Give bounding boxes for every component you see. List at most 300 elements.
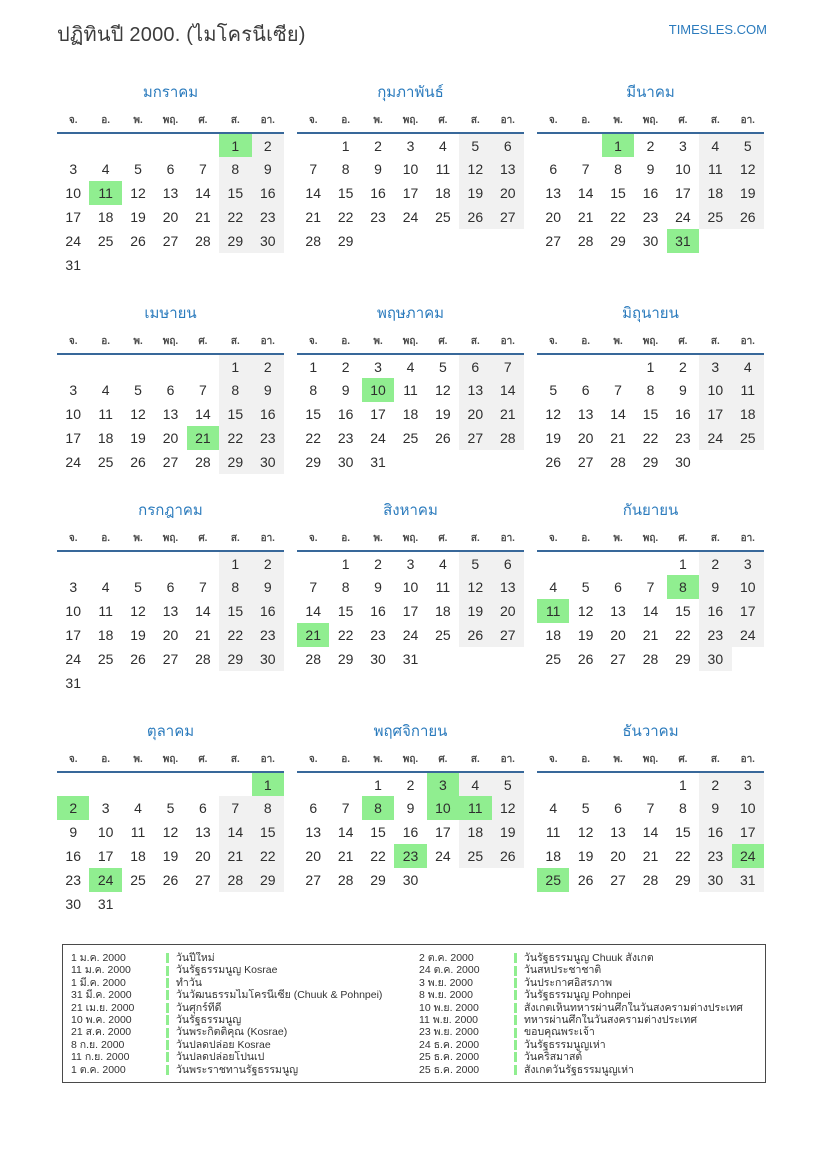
day-cell: 10 (65, 603, 81, 619)
weekday-header: อ. (101, 754, 111, 765)
day-cell: 6 (459, 354, 491, 378)
day-cell: 20 (545, 209, 561, 225)
month-block-6 (537, 301, 764, 474)
empty-cell (394, 229, 426, 253)
day-cell: 25 (459, 844, 491, 868)
day-cell: 12 (130, 406, 146, 422)
month-title: มกราคม (142, 84, 199, 101)
weekday-header: ส. (230, 533, 240, 544)
day-cell: 8 (309, 382, 318, 398)
empty-cell (89, 772, 121, 796)
legend-row (419, 964, 759, 976)
legend-date: 23 พ.ย. 2000 (419, 1026, 479, 1039)
day-cell: 12 (492, 796, 524, 820)
day-cell: 1 (219, 551, 251, 575)
weekday-header: ส. (710, 115, 720, 126)
day-cell: 7 (219, 796, 251, 820)
day-cell: 10 (732, 796, 764, 820)
weekday-header: พ. (133, 754, 143, 765)
day-cell: 10 (427, 796, 459, 820)
legend-label: วันปลดปล่อยโปนเป (176, 1051, 265, 1064)
day-cell: 26 (492, 844, 524, 868)
day-cell: 21 (305, 209, 321, 225)
day-cell: 7 (199, 161, 207, 177)
day-cell: 18 (130, 848, 146, 864)
day-cell: 13 (459, 378, 491, 402)
weekday-header: อ. (101, 115, 111, 126)
day-cell: 2 (252, 133, 284, 157)
legend-label: วันรัฐธรรมนูญ (176, 1014, 242, 1027)
empty-cell (57, 133, 89, 157)
legend-label: วันปลดปล่อย Kosrae (176, 1038, 271, 1051)
day-cell: 14 (195, 603, 211, 619)
holiday-marker-icon (166, 1065, 169, 1075)
day-cell: 19 (459, 599, 491, 623)
weekday-header: ศ. (678, 754, 688, 765)
empty-cell (187, 671, 219, 695)
day-cell: 6 (581, 382, 590, 398)
legend-label: ทำวัน (176, 976, 202, 989)
empty-cell (459, 868, 491, 892)
day-cell: 11 (435, 161, 451, 177)
day-cell: 30 (402, 872, 419, 888)
months-grid (57, 80, 767, 916)
day-cell: 30 (337, 454, 354, 470)
weekday-header: พ. (133, 336, 143, 347)
day-cell: 29 (642, 454, 659, 470)
day-cell: 24 (370, 430, 386, 446)
day-cell: 15 (610, 185, 626, 201)
day-cell: 27 (195, 872, 211, 888)
day-cell: 29 (337, 233, 354, 249)
day-cell: 23 (252, 205, 284, 229)
legend-label: สังเกตเห็นทหารผ่านศึกในวันสงครามต่างประเทศ (524, 1001, 743, 1014)
day-cell: 18 (459, 820, 491, 844)
day-cell: 31 (402, 651, 419, 667)
weekday-header: พฤ. (162, 754, 179, 765)
day-cell: 9 (252, 575, 284, 599)
weekday-header: อา. (260, 533, 275, 544)
month-block-10 (57, 719, 284, 916)
weekday-header: ศ. (678, 533, 688, 544)
day-cell: 27 (459, 426, 491, 450)
day-cell: 11 (130, 824, 146, 840)
day-cell: 1 (602, 133, 634, 157)
legend-label: วันรัฐธรรมนูญ Kosrae (176, 964, 278, 977)
day-cell: 21 (492, 402, 524, 426)
day-cell: 16 (337, 406, 354, 422)
weekday-header: จ. (68, 336, 78, 347)
legend-row (419, 977, 759, 989)
day-cell: 19 (435, 406, 451, 422)
legend-row (419, 1002, 759, 1014)
empty-cell (154, 253, 186, 277)
legend-date: 31 มี.ค. 2000 (71, 989, 132, 1002)
month-block-9 (537, 498, 764, 671)
day-cell: 14 (610, 406, 626, 422)
day-cell: 8 (341, 161, 350, 177)
legend-row (419, 1014, 759, 1026)
day-cell: 11 (732, 378, 764, 402)
day-cell: 5 (732, 133, 764, 157)
day-cell: 29 (305, 454, 321, 470)
day-cell: 25 (97, 454, 114, 470)
day-cell: 10 (65, 185, 81, 201)
weekday-header: อา. (500, 115, 515, 126)
empty-cell (89, 671, 121, 695)
legend-date: 3 พ.ย. 2000 (419, 976, 473, 989)
day-cell: 8 (646, 382, 655, 398)
day-cell: 2 (646, 137, 655, 154)
empty-cell (252, 892, 284, 916)
weekday-header: ศ. (438, 336, 448, 347)
day-cell: 3 (732, 772, 764, 796)
day-cell: 21 (297, 623, 329, 647)
day-cell: 23 (337, 430, 354, 446)
day-cell: 13 (162, 185, 179, 201)
day-cell: 20 (610, 627, 626, 643)
legend-row (71, 1039, 411, 1051)
weekday-header: พ. (613, 336, 623, 347)
weekday-header: อา. (260, 336, 275, 347)
holiday-marker-icon (514, 953, 517, 963)
day-cell: 29 (675, 651, 691, 667)
empty-cell (89, 354, 121, 378)
legend-date: 21 เม.ย. 2000 (71, 1001, 135, 1014)
empty-cell (732, 647, 764, 671)
month-title: พฤศจิกายน (373, 723, 448, 740)
empty-cell (187, 253, 219, 277)
day-cell: 17 (699, 402, 731, 426)
weekday-header: ส. (710, 533, 720, 544)
holiday-marker-icon (166, 1040, 169, 1050)
day-cell: 12 (732, 157, 764, 181)
day-cell: 19 (492, 820, 524, 844)
day-cell: 21 (195, 209, 211, 225)
empty-cell (569, 354, 601, 378)
day-cell: 9 (646, 161, 655, 177)
day-cell: 1 (374, 776, 382, 793)
empty-cell (122, 551, 154, 575)
day-cell: 13 (162, 603, 179, 619)
day-cell: 16 (252, 181, 284, 205)
day-cell: 11 (699, 157, 731, 181)
day-cell: 24 (65, 233, 81, 249)
day-cell: 14 (195, 185, 211, 201)
day-cell: 13 (492, 157, 524, 181)
day-cell: 14 (305, 603, 321, 619)
day-cell: 21 (577, 209, 594, 225)
day-cell: 29 (219, 229, 251, 253)
empty-cell (187, 772, 219, 796)
legend-label: วันปีใหม่ (176, 952, 215, 964)
day-cell: 3 (427, 772, 459, 796)
day-cell: 14 (219, 820, 251, 844)
day-cell: 12 (459, 157, 491, 181)
weekday-header: อา. (740, 336, 755, 347)
day-cell: 6 (166, 382, 175, 398)
day-cell: 23 (252, 623, 284, 647)
weekday-header: ศ. (198, 754, 208, 765)
day-cell: 2 (406, 776, 415, 793)
day-cell: 22 (219, 426, 251, 450)
empty-cell (459, 647, 491, 671)
day-cell: 10 (65, 406, 81, 422)
empty-cell (492, 229, 524, 253)
day-cell: 28 (492, 426, 524, 450)
day-cell: 13 (577, 406, 594, 422)
day-cell: 22 (337, 627, 354, 643)
day-cell: 30 (65, 896, 81, 912)
empty-cell (252, 253, 284, 277)
legend-row (419, 1026, 759, 1038)
day-cell: 20 (492, 181, 524, 205)
month-block-2 (297, 80, 524, 253)
legend-row (419, 1039, 759, 1051)
weekday-header: พฤ. (642, 115, 659, 126)
day-cell: 5 (581, 800, 590, 816)
day-cell: 19 (545, 430, 561, 446)
empty-cell (219, 253, 251, 277)
weekday-header: พ. (373, 533, 383, 544)
day-cell: 19 (130, 430, 146, 446)
day-cell: 17 (732, 599, 764, 623)
holiday-marker-icon (166, 990, 169, 1000)
day-cell: 15 (252, 820, 284, 844)
day-cell: 26 (130, 651, 146, 667)
day-cell: 19 (577, 627, 594, 643)
day-cell: 21 (642, 848, 659, 864)
day-cell: 3 (69, 382, 78, 398)
day-cell: 16 (699, 599, 731, 623)
day-cell: 5 (549, 382, 558, 398)
day-cell: 10 (402, 161, 419, 177)
day-cell: 4 (549, 579, 558, 595)
day-cell: 16 (65, 848, 81, 864)
day-cell: 15 (337, 185, 354, 201)
day-cell: 4 (101, 382, 110, 398)
day-cell: 24 (675, 209, 691, 225)
day-cell: 27 (492, 623, 524, 647)
empty-cell (492, 450, 524, 474)
day-cell: 24 (402, 627, 419, 643)
empty-cell (154, 671, 186, 695)
day-cell: 14 (642, 603, 659, 619)
weekday-header: อา. (260, 115, 275, 126)
day-cell: 27 (577, 454, 594, 470)
empty-cell (122, 892, 154, 916)
day-cell: 28 (610, 454, 626, 470)
weekday-header: พฤ. (642, 533, 659, 544)
month-table (57, 332, 284, 474)
weekday-header: พฤ. (402, 115, 419, 126)
day-cell: 3 (69, 579, 78, 595)
empty-cell (569, 551, 601, 575)
day-cell: 9 (699, 796, 731, 820)
day-cell: 31 (65, 675, 81, 691)
empty-cell (187, 892, 219, 916)
day-cell: 26 (459, 205, 491, 229)
legend-label: วันรัฐธรรมนูญ Chuuk สังเกต (524, 952, 654, 964)
day-cell: 12 (459, 575, 491, 599)
day-cell: 9 (679, 382, 687, 398)
weekday-header: ศ. (438, 533, 448, 544)
holiday-marker-icon (166, 1052, 169, 1062)
day-cell: 15 (305, 406, 321, 422)
legend-date: 2 ต.ค. 2000 (419, 952, 474, 964)
day-cell: 30 (252, 229, 284, 253)
day-cell: 26 (162, 872, 179, 888)
day-cell: 22 (337, 209, 354, 225)
day-cell: 26 (435, 430, 451, 446)
day-cell: 16 (402, 824, 419, 840)
legend-date: 25 ธ.ค. 2000 (419, 1063, 480, 1076)
day-cell: 22 (610, 209, 626, 225)
day-cell: 13 (162, 406, 179, 422)
day-cell: 19 (130, 627, 146, 643)
empty-cell (89, 133, 121, 157)
day-cell: 29 (610, 233, 626, 249)
day-cell: 5 (134, 382, 142, 398)
day-cell: 6 (614, 579, 622, 595)
legend-label: วันพระกิตติคุณ (Kosrae) (176, 1026, 288, 1039)
day-cell: 20 (162, 430, 179, 446)
empty-cell (154, 551, 186, 575)
empty-cell (537, 354, 569, 378)
empty-cell (89, 253, 121, 277)
day-cell: 18 (435, 185, 451, 201)
day-cell: 16 (699, 820, 731, 844)
holiday-marker-icon (166, 978, 169, 988)
day-cell: 5 (134, 579, 142, 595)
month-table (297, 111, 524, 253)
day-cell: 17 (97, 848, 114, 864)
day-cell: 18 (732, 402, 764, 426)
day-cell: 2 (374, 555, 382, 572)
day-cell: 23 (699, 844, 731, 868)
day-cell: 29 (337, 651, 354, 667)
empty-cell (122, 671, 154, 695)
day-cell: 27 (305, 872, 321, 888)
legend-label: วันศุกร์ที่ดี (176, 1001, 222, 1014)
day-cell: 30 (642, 233, 659, 249)
day-cell: 3 (406, 137, 415, 154)
legend-label: วันรัฐธรรมนูญ Pohnpei (524, 989, 631, 1002)
day-cell: 2 (699, 772, 731, 796)
day-cell: 3 (679, 137, 687, 154)
day-cell: 27 (545, 233, 561, 249)
day-cell: 23 (642, 209, 659, 225)
day-cell: 24 (435, 848, 451, 864)
day-cell: 9 (341, 382, 350, 398)
legend-right-column (419, 952, 759, 1076)
legend-row (71, 1002, 411, 1014)
month-title: กุมภาพันธ์ (377, 84, 444, 101)
legend-row (419, 1051, 759, 1063)
day-cell: 1 (679, 555, 687, 572)
day-cell: 7 (199, 579, 207, 595)
day-cell: 19 (577, 848, 594, 864)
weekday-header: จ. (548, 336, 558, 347)
holiday-marker-icon (514, 1003, 517, 1013)
weekday-header: พฤ. (642, 754, 659, 765)
month-table (297, 750, 524, 892)
day-cell: 1 (309, 358, 318, 375)
legend-row (71, 1026, 411, 1038)
day-cell: 14 (195, 406, 211, 422)
day-cell: 21 (642, 627, 659, 643)
day-cell: 17 (435, 824, 451, 840)
day-cell: 11 (435, 579, 451, 595)
day-cell: 17 (675, 185, 691, 201)
day-cell: 1 (646, 358, 655, 375)
page-header (57, 18, 767, 50)
day-cell: 23 (394, 844, 426, 868)
legend-date: 8 ก.ย. 2000 (71, 1038, 125, 1051)
weekday-header: จ. (548, 754, 558, 765)
legend-label: วันคริสมาสต์ (524, 1051, 583, 1064)
month-table (57, 529, 284, 695)
legend-row (419, 989, 759, 1001)
day-cell: 5 (134, 161, 142, 177)
day-cell: 15 (370, 824, 386, 840)
empty-cell (459, 450, 491, 474)
day-cell: 10 (675, 161, 691, 177)
legend-row (419, 952, 759, 964)
day-cell: 22 (675, 627, 691, 643)
legend-date: 11 ก.ย. 2000 (71, 1051, 130, 1064)
day-cell: 6 (549, 161, 558, 177)
legend-label: ขอบคุณพระเจ้า (524, 1026, 595, 1039)
day-cell: 7 (492, 354, 524, 378)
day-cell: 2 (679, 358, 687, 375)
day-cell: 11 (403, 382, 418, 398)
day-cell: 23 (675, 430, 691, 446)
day-cell: 24 (65, 651, 81, 667)
holiday-marker-icon (166, 966, 169, 976)
day-cell: 21 (187, 426, 219, 450)
weekday-header: อา. (260, 754, 275, 765)
weekday-header: พ. (613, 533, 623, 544)
weekday-header: ส. (470, 115, 480, 126)
empty-cell (219, 772, 251, 796)
holiday-marker-icon (166, 1003, 169, 1013)
day-cell: 29 (252, 868, 284, 892)
day-cell: 15 (675, 824, 691, 840)
day-cell: 8 (614, 161, 622, 177)
day-cell: 16 (252, 599, 284, 623)
day-cell: 7 (581, 161, 590, 177)
weekday-header: พฤ. (402, 533, 419, 544)
empty-cell (537, 133, 569, 157)
legend-label: วันประกาศอิสรภาพ (524, 976, 613, 989)
day-cell: 24 (65, 454, 81, 470)
day-cell: 9 (374, 161, 382, 177)
day-cell: 16 (675, 406, 691, 422)
day-cell: 10 (732, 575, 764, 599)
weekday-header: อ. (341, 754, 351, 765)
day-cell: 25 (97, 233, 114, 249)
weekday-header: อ. (581, 754, 591, 765)
day-cell: 7 (309, 161, 318, 177)
empty-cell (187, 354, 219, 378)
day-cell: 27 (610, 872, 626, 888)
day-cell: 22 (219, 623, 251, 647)
day-cell: 18 (699, 181, 731, 205)
site-link[interactable]: TIMESLES.COM (668, 22, 767, 37)
legend-date: 11 พ.ย. 2000 (419, 1014, 479, 1027)
day-cell: 17 (65, 209, 81, 225)
